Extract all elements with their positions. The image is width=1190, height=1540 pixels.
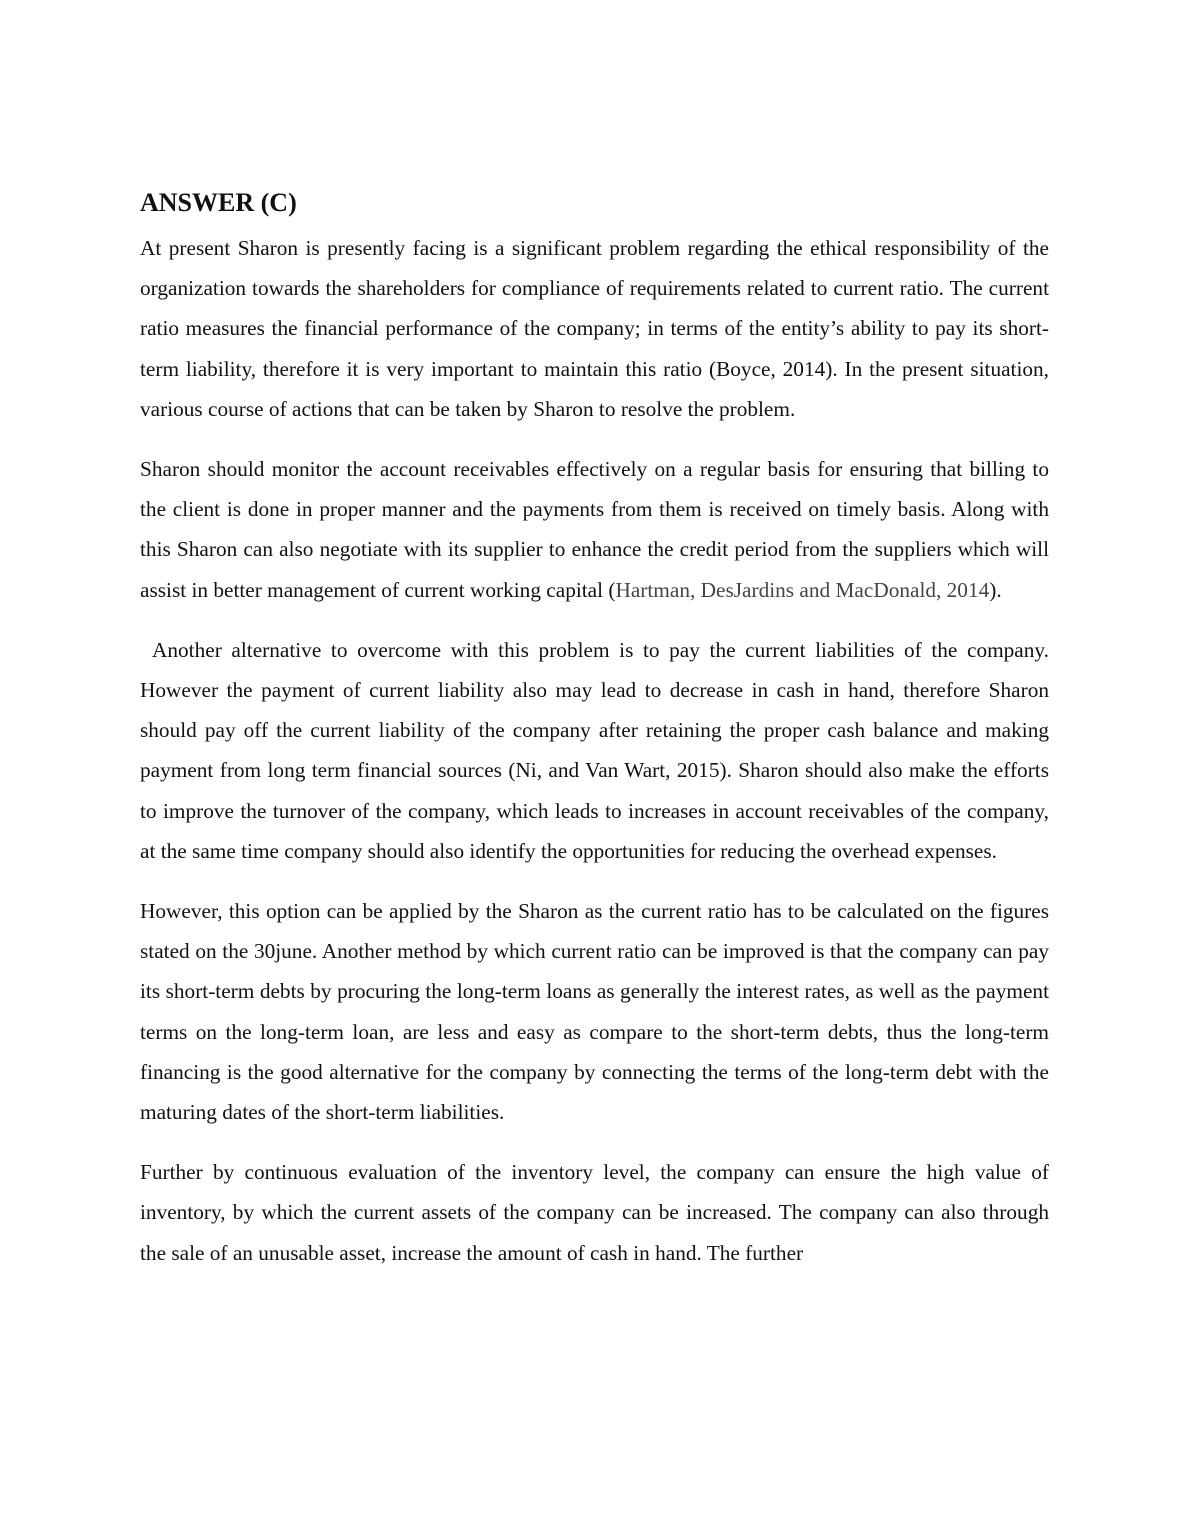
paragraph-5: Further by continuous evaluation of the inventory level, the company can ensure the high value of inventory, by which the current assets of the company can be increased. The company can also through the sale of an unusable asset, increase the amount of cash in hand. The further xyxy=(140,1160,1049,1265)
paragraph-1: At present Sharon is presently facing is a significant problem regarding the ethical responsibility of the organization towards the shareholders for compliance of requirements related to current ratio. The current ratio measures the financial performance of the company; in terms of the entity’s ability to pay its short-term liability, therefore it is very important to maintain this ratio (Boyce, 2014). In the present situation, various course of actions that can be taken by Sharon to resolve the problem. xyxy=(140,236,1049,421)
paragraph-2-text: Sharon should monitor the account receivables effectively on a regular basis for ensuring that billing to the client is done in proper manner and the payments from them is received on timely basis. Along with this Sharon can also negotiate with its supplier to enhance the credit period from the suppliers which will assist in better management of current working capital ( xyxy=(140,457,1049,602)
document-page xyxy=(140,186,1049,1293)
section-heading: ANSWER (C) xyxy=(140,188,297,217)
paragraph-3: Another alternative to overcome with this problem is to pay the current liabilities of the company. However the payment of current liability also may lead to decrease in cash in hand, therefore Sharon should pay off the current liability of the company after retaining the proper cash balance and making payment from long term financial sources (Ni, and Van Wart, 2015). Sharon should also make the efforts to improve the turnover of the company, which leads to increases in account receivables of the company, at the same time company should also identify the opportunities for reducing the overhead expenses. xyxy=(140,637,1049,863)
paragraph-2-citation: Hartman, DesJardins and MacDonald, 2014 xyxy=(615,577,990,602)
paragraph-4: However, this option can be applied by the Sharon as the current ratio has to be calculated on the figures stated on the 30june. Another method by which current ratio can be improved is that the company can pay its short-term debts by procuring the long-term loans as generally the interest rates, as well as the payment terms on the long-term loan, are less and easy as compare to the short-term debts, thus the long-term financing is the good alternative for the company by connecting the terms of the long-term debt with the maturing dates of the short-term liabilities. xyxy=(140,899,1049,1125)
paragraph-2-end: ). xyxy=(989,577,1002,602)
paragraph-2 xyxy=(140,449,1049,610)
